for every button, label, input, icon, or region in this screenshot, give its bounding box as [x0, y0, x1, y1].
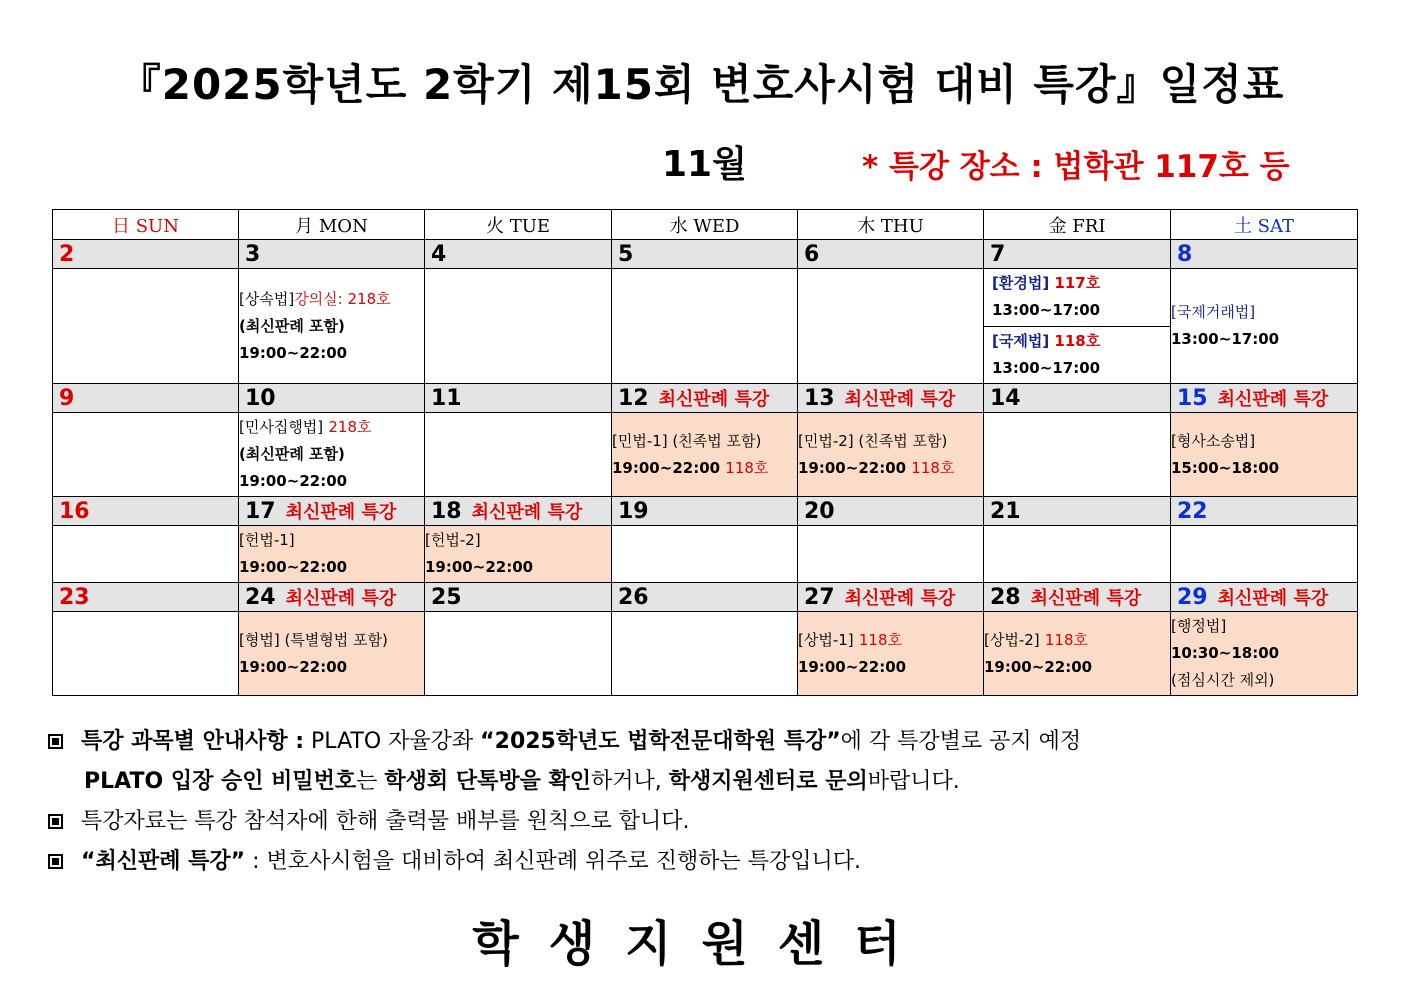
- event-subject: [행정법]: [1171, 617, 1227, 635]
- weekday-thu: 木 THU: [798, 210, 984, 240]
- event-cell-empty: [425, 413, 612, 497]
- special-lecture-label: 최신판례 특강: [471, 502, 583, 523]
- event-note: (최신판례 포함): [239, 445, 345, 463]
- event-cell: [1171, 269, 1358, 384]
- note-text: : 변호사시험을 대비하여 최신판례 위주로 진행하는 특강입니다.: [245, 849, 862, 874]
- event-cell: [239, 413, 425, 497]
- event-time: 13:00~17:00: [1171, 330, 1280, 348]
- date-cell: 9: [53, 384, 239, 413]
- date-number: 24: [245, 585, 276, 610]
- event-cell: [425, 526, 612, 583]
- special-lecture-label: 최신판례 특강: [1217, 588, 1329, 609]
- date-number: 15: [1177, 386, 1208, 411]
- date-row: [53, 240, 1358, 269]
- event-time: 13:00~17:00: [992, 358, 1101, 377]
- date-cell: 11: [425, 384, 612, 413]
- date-cell: 5: [612, 240, 798, 269]
- date-cell: 20: [798, 497, 984, 526]
- event-subject: [헌법-1]: [239, 531, 295, 549]
- event-cell: [239, 612, 425, 696]
- event-cell-empty: [612, 269, 798, 384]
- event-cell-empty: [53, 526, 239, 583]
- date-cell: 14: [984, 384, 1171, 413]
- note-line: [48, 842, 1081, 882]
- date-cell: [798, 384, 984, 413]
- event-time: 19:00~22:00: [239, 558, 348, 576]
- weekday-header: [53, 210, 1358, 240]
- event-cell: [798, 413, 984, 497]
- event-block: [984, 269, 1170, 327]
- event-note: (점심시간 제외): [1171, 671, 1275, 689]
- month-label: 11월: [662, 144, 747, 185]
- square-bullet-icon: [48, 734, 63, 749]
- date-cell: 6: [798, 240, 984, 269]
- note-bold: 특강 과목별 안내사항 :: [81, 729, 305, 754]
- event-cell: [612, 413, 798, 497]
- event-cell: [1171, 413, 1358, 497]
- event-block: [984, 327, 1170, 384]
- note-bold: PLATO 입장 승인 비밀번호: [84, 769, 357, 794]
- event-cell-empty: [53, 269, 239, 384]
- date-row: [53, 384, 1358, 413]
- date-number: 12: [618, 386, 649, 411]
- date-cell: 21: [984, 497, 1171, 526]
- event-cell-empty: [1171, 526, 1358, 583]
- footer-organization: 학생지원센터: [472, 916, 931, 972]
- event-cell-empty: [425, 269, 612, 384]
- date-number: 13: [804, 386, 835, 411]
- special-lecture-label: 최신판례 특강: [658, 389, 770, 410]
- event-cell-empty: [984, 413, 1171, 497]
- note-line: [48, 762, 1081, 802]
- weekday-sun: 日 SUN: [53, 210, 239, 240]
- event-row: [53, 612, 1358, 696]
- event-subject: [민법-2] (친족법 포함): [798, 431, 948, 450]
- event-time: 19:00~22:00: [798, 657, 907, 676]
- date-cell: 8: [1171, 240, 1358, 269]
- note-bold: “2025학년도 법학전문대학원 특강”: [480, 729, 841, 754]
- note-text: 에 각 특강별로 공지 예정: [840, 729, 1082, 754]
- special-lecture-label: 최신판례 특강: [844, 389, 956, 410]
- event-cell: [239, 526, 425, 583]
- event-subject: [형법] (특별형법 포함): [239, 630, 388, 649]
- event-room: 118호: [911, 458, 955, 477]
- event-time: 19:00~22:00: [239, 472, 348, 490]
- event-time: 19:00~22:00: [798, 458, 907, 477]
- date-cell: [1171, 384, 1358, 413]
- event-room: 강의실: 218호: [294, 289, 391, 308]
- weekday-mon: 月 MON: [239, 210, 425, 240]
- date-cell: [1171, 583, 1358, 612]
- event-subject: [상법-2]: [984, 630, 1040, 649]
- event-time: 13:00~17:00: [992, 301, 1101, 320]
- event-cell-empty: [612, 526, 798, 583]
- event-note: (최신판례 포함): [239, 316, 345, 335]
- event-cell: [239, 269, 425, 384]
- date-cell: 16: [53, 497, 239, 526]
- event-room: 117호: [1054, 274, 1101, 293]
- event-cell-empty: [798, 269, 984, 384]
- weekday-fri: 金 FRI: [984, 210, 1171, 240]
- date-cell: 19: [612, 497, 798, 526]
- event-subject: [민법-1] (친족법 포함): [612, 431, 762, 450]
- note-text: 특강자료는 특강 참석자에 한해 출력물 배부를 원칙으로 합니다.: [81, 809, 690, 834]
- special-lecture-label: 최신판례 특강: [844, 588, 956, 609]
- event-subject: [민사집행법]: [239, 418, 324, 436]
- date-cell: [239, 497, 425, 526]
- date-number: 18: [431, 499, 462, 524]
- date-cell: [425, 497, 612, 526]
- event-room: 118호: [1054, 331, 1101, 350]
- note-bold: “최신판례 특강”: [81, 849, 246, 874]
- date-cell: 25: [425, 583, 612, 612]
- event-room: 118호: [1044, 630, 1088, 649]
- square-bullet-icon: [48, 814, 63, 829]
- date-number: 17: [245, 499, 276, 524]
- event-subject: [형사소송법]: [1171, 431, 1256, 450]
- event-cell-empty: [798, 526, 984, 583]
- event-cell: [798, 612, 984, 696]
- date-cell: 3: [239, 240, 425, 269]
- event-row: [53, 526, 1358, 583]
- calendar-table: [52, 209, 1358, 696]
- date-cell: 23: [53, 583, 239, 612]
- event-cell: [984, 612, 1171, 696]
- event-subject: [상속법]: [239, 289, 295, 308]
- date-cell: [798, 583, 984, 612]
- event-time: 15:00~18:00: [1171, 458, 1280, 477]
- square-bullet-icon: [48, 854, 63, 869]
- note-text: 는: [356, 769, 385, 794]
- date-cell: 7: [984, 240, 1171, 269]
- event-room: 118호: [725, 458, 769, 477]
- event-cell-empty: [53, 413, 239, 497]
- date-cell: [239, 583, 425, 612]
- note-line: [48, 802, 1081, 842]
- date-row: [53, 497, 1358, 526]
- date-number: 28: [990, 585, 1021, 610]
- note-line: [48, 722, 1081, 762]
- note-bold: 학생회 단톡방을 확인: [384, 769, 592, 794]
- note-bold: 학생지원센터로 문의: [668, 769, 868, 794]
- date-cell: [612, 384, 798, 413]
- date-cell: 2: [53, 240, 239, 269]
- note-text: PLATO 자율강좌: [304, 729, 481, 754]
- event-subject: [국제법]: [992, 331, 1050, 350]
- event-row: [53, 413, 1358, 497]
- event-row: [53, 269, 1358, 384]
- event-cell-split: [984, 269, 1171, 384]
- event-subject: [헌법-2]: [425, 531, 481, 549]
- date-row: [53, 583, 1358, 612]
- date-cell: 10: [239, 384, 425, 413]
- event-time: 19:00~22:00: [239, 657, 348, 676]
- event-cell: [1171, 612, 1358, 696]
- date-cell: 26: [612, 583, 798, 612]
- special-lecture-label: 최신판례 특강: [1030, 588, 1142, 609]
- event-subject: [환경법]: [992, 274, 1050, 293]
- date-cell: [984, 583, 1171, 612]
- event-time: 10:30~18:00: [1171, 644, 1280, 662]
- weekday-sat: 土 SAT: [1171, 210, 1358, 240]
- event-time: 19:00~22:00: [984, 657, 1093, 676]
- date-cell: 4: [425, 240, 612, 269]
- event-cell-empty: [53, 612, 239, 696]
- note-text: 하거나,: [591, 769, 669, 794]
- event-cell-empty: [984, 526, 1171, 583]
- special-lecture-label: 최신판례 특강: [1217, 389, 1329, 410]
- weekday-wed: 水 WED: [612, 210, 798, 240]
- weekday-tue: 火 TUE: [425, 210, 612, 240]
- event-time: 19:00~22:00: [425, 558, 534, 576]
- date-cell: 22: [1171, 497, 1358, 526]
- special-lecture-label: 최신판례 특강: [285, 502, 397, 523]
- event-cell-empty: [612, 612, 798, 696]
- event-subject: [국제거래법]: [1171, 303, 1256, 321]
- event-time: 19:00~22:00: [612, 458, 721, 477]
- event-subject: [상법-1]: [798, 630, 854, 649]
- date-number: 27: [804, 585, 835, 610]
- event-room: 118호: [858, 630, 902, 649]
- note-text: 바랍니다.: [867, 769, 960, 794]
- page-title: 『2025학년도 2학기 제15회 변호사시험 대비 특강』일정표: [118, 60, 1285, 109]
- notes-section: [48, 722, 1081, 882]
- event-room: 218호: [328, 418, 372, 436]
- date-number: 29: [1177, 585, 1208, 610]
- event-cell-empty: [425, 612, 612, 696]
- event-time: 19:00~22:00: [239, 343, 348, 362]
- special-lecture-label: 최신판례 특강: [285, 588, 397, 609]
- venue-note: * 특강 장소 : 법학관 117호 등: [862, 149, 1290, 185]
